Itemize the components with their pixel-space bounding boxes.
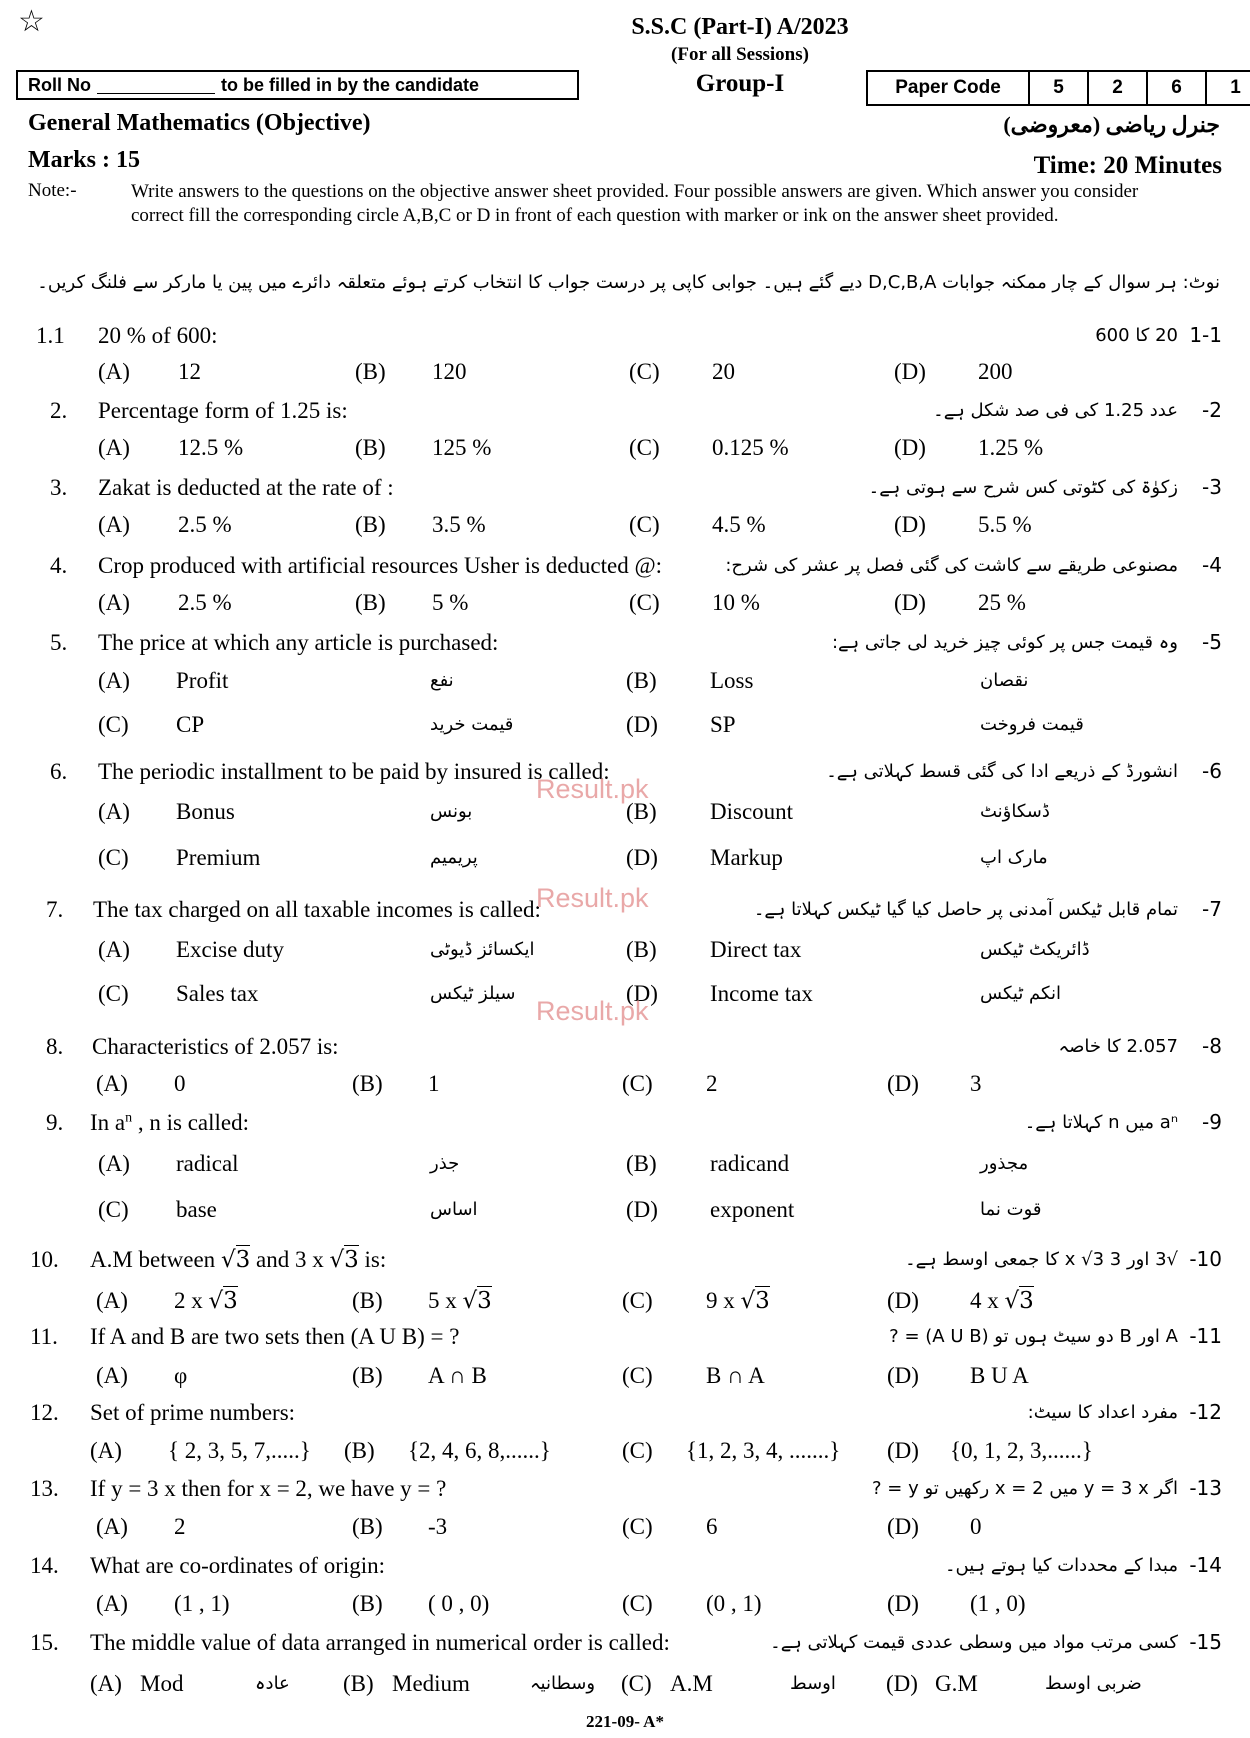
option-text[interactable]: Loss (710, 668, 754, 693)
question-text: If y = 3 x then for x = 2, we have y = ? (90, 1476, 447, 1501)
option-text[interactable]: 12 (178, 359, 201, 384)
radicand-value: 3 (223, 1288, 238, 1314)
question-number: 3. (50, 475, 68, 500)
question-text: Percentage form of 1.25 is: (98, 398, 348, 423)
question-text: The middle value of data arranged in numerical order is called: (90, 1630, 670, 1655)
option-text[interactable]: {1, 2, 3, 4, .......} (686, 1438, 841, 1463)
option-letter[interactable]: (A) (90, 1438, 122, 1463)
question-text: In $a^n$ , n is called: (90, 1110, 250, 1135)
option-text[interactable]: radical (176, 1151, 239, 1176)
option-text[interactable]: 2 x √3 (174, 1288, 238, 1314)
superscript: n (125, 1110, 133, 1126)
paper-code-label: Paper Code (868, 72, 1030, 104)
note-label: Note:- (28, 180, 77, 201)
option-text[interactable]: 4 x √3 (970, 1288, 1034, 1314)
option-letter[interactable]: (B) (355, 435, 386, 460)
option-text[interactable]: 20 (712, 359, 735, 384)
question-number: 2. (50, 398, 68, 423)
radicand-value: 3 (755, 1288, 770, 1314)
question-number: 14. (30, 1553, 59, 1578)
option-urdu: ڈسکاؤنٹ (980, 801, 1050, 822)
radicand-value: 3 (1019, 1288, 1034, 1314)
option-letter[interactable]: (D) (894, 512, 926, 537)
watermark: Result.pk (536, 774, 649, 804)
question-text: Set of prime numbers: (90, 1400, 296, 1425)
option-text[interactable]: Markup (710, 845, 783, 870)
option-letter[interactable]: (B) (352, 1514, 383, 1539)
option-text[interactable]: A ∩ B (428, 1363, 487, 1388)
option-text[interactable]: 5.5 % (978, 512, 1032, 537)
option-text[interactable]: B ∩ A (706, 1363, 765, 1388)
paper-code-box (866, 70, 1250, 106)
option-letter[interactable]: (A) (98, 1151, 130, 1176)
option-letter[interactable]: (C) (622, 1438, 653, 1463)
option-urdu: مجذور (980, 1153, 1029, 1174)
option-letter[interactable]: (A) (96, 1071, 128, 1096)
option-text[interactable]: 6 (706, 1514, 718, 1539)
group-label: Group-I (695, 70, 785, 97)
option-urdu: قیمت خرید (430, 714, 514, 735)
option-letter[interactable]: (D) (887, 1363, 919, 1388)
option-text[interactable]: 2 (174, 1514, 186, 1539)
option-letter[interactable]: (B) (343, 1671, 374, 1696)
option-letter[interactable]: (D) (886, 1671, 918, 1696)
option-letter[interactable]: (B) (352, 1591, 383, 1616)
question-number-urdu: -5 (1202, 630, 1222, 654)
option-text[interactable]: exponent (710, 1197, 795, 1222)
roll-suffix: to be filled in by the candidate (221, 74, 480, 95)
option-letter[interactable]: (C) (629, 359, 660, 384)
watermark: Result.pk (536, 996, 649, 1026)
option-text[interactable]: 3.5 % (432, 512, 486, 537)
option-urdu: پریمیم (430, 847, 478, 868)
option-letter[interactable]: (A) (90, 1671, 122, 1696)
option-letter[interactable]: (A) (98, 590, 130, 615)
sqrt-expression: √3 (220, 1247, 251, 1273)
option-text[interactable]: 10 % (712, 590, 760, 615)
question-urdu: aⁿ میں n کہلاتا ہے۔ (1024, 1112, 1178, 1133)
question-number: 6. (50, 759, 68, 784)
question-number-urdu: -10 (1189, 1247, 1222, 1271)
option-text[interactable]: 1 (428, 1071, 440, 1096)
question-number-urdu: -11 (1189, 1324, 1222, 1348)
option-text[interactable]: 120 (432, 359, 467, 384)
question-text: The tax charged on all taxable incomes is called: (93, 897, 541, 922)
question-number: 10. (30, 1247, 59, 1272)
option-letter[interactable]: (C) (622, 1288, 653, 1313)
option-urdu: نفع (430, 670, 454, 691)
question-number-urdu: -2 (1202, 398, 1222, 422)
option-text[interactable]: 0 (970, 1514, 982, 1539)
option-letter[interactable]: (A) (96, 1514, 128, 1539)
option-letter[interactable]: (D) (887, 1288, 919, 1313)
question-number-urdu: 1-1 (1189, 323, 1222, 347)
option-urdu: عادہ (255, 1673, 290, 1694)
question-urdu: مصنوعی طریقے سے کاشت کی گئی فصل پر عشر کی شرح: (725, 555, 1178, 576)
question-urdu: 2.057 کا خاصہ (1058, 1036, 1178, 1057)
option-letter[interactable]: (A) (98, 799, 130, 824)
option-text[interactable]: (1 , 0) (970, 1591, 1026, 1616)
question-number-urdu: -8 (1202, 1034, 1222, 1058)
option-letter[interactable]: (B) (344, 1438, 375, 1463)
radicand-value: 3 (235, 1247, 251, 1273)
note-urdu: نوٹ: ہر سوال کے چار ممکنہ جوابات D,C,B,A دیے گئے ہیں۔ جوابی کاپی پر درست جواب کا انتخاب کرتے ہوئے متعلقہ دائرے میں پین یا مارکر سے فلنگ کریں۔ (37, 272, 1220, 293)
option-urdu: نقصان (980, 670, 1029, 691)
question-urdu: تمام قابل ٹیکس آمدنی پر حاصل کیا گیا ٹیکس کہلاتا ہے۔ (753, 899, 1178, 920)
option-letter[interactable]: (A) (96, 1591, 128, 1616)
option-urdu: اساس (430, 1199, 478, 1220)
subject-title: General Mathematics (Objective) (28, 110, 371, 136)
option-letter[interactable]: (A) (96, 1363, 128, 1388)
question-number-urdu: -4 (1202, 553, 1222, 577)
question-urdu: A اور B دو سیٹ ہوں تو (A U B) = ? (889, 1326, 1178, 1347)
question-number-urdu: -13 (1189, 1476, 1222, 1500)
option-text[interactable]: { 2, 3, 5, 7,.....} (168, 1438, 311, 1463)
option-letter[interactable]: (D) (887, 1514, 919, 1539)
option-text[interactable]: Excise duty (176, 937, 284, 962)
option-letter[interactable]: (D) (626, 845, 658, 870)
option-text[interactable]: {2, 4, 6, 8,......} (408, 1438, 551, 1463)
paper-code-digit: 2 (1089, 72, 1148, 104)
option-letter[interactable]: (C) (98, 712, 129, 737)
option-urdu: اوسط (790, 1673, 836, 1694)
option-text[interactable]: radicand (710, 1151, 790, 1176)
option-letter[interactable]: (D) (894, 590, 926, 615)
paper-code-digit: 1 (1230, 77, 1241, 98)
question-number: 1.1 (36, 323, 65, 348)
option-text[interactable]: 2.5 % (178, 590, 232, 615)
sqrt-expression: √3 (462, 1288, 492, 1314)
question-text: The periodic installment to be paid by insured is called: (98, 759, 610, 784)
sqrt-expression: √3 (1004, 1288, 1034, 1314)
option-letter[interactable]: (B) (355, 359, 386, 384)
option-letter[interactable]: (D) (626, 981, 658, 1006)
radicand-value: 3 (477, 1288, 492, 1314)
option-letter[interactable]: (C) (98, 845, 129, 870)
option-text[interactable]: 5 % (432, 590, 469, 615)
option-letter[interactable]: (D) (626, 1197, 658, 1222)
option-text[interactable]: CP (176, 712, 205, 737)
question-number: 5. (50, 630, 68, 655)
option-text[interactable]: 125 % (432, 435, 492, 460)
question-urdu: وہ قیمت جس پر کوئی چیز خرید لی جاتی ہے: (831, 632, 1178, 653)
question-text: What are co-ordinates of origin: (90, 1553, 386, 1578)
option-letter[interactable]: (B) (352, 1363, 383, 1388)
option-text[interactable]: (0 , 1) (706, 1591, 762, 1616)
option-urdu: انکم ٹیکس (980, 983, 1061, 1004)
option-text[interactable]: Income tax (710, 981, 813, 1006)
paper-code-digit: 5 (1030, 72, 1089, 104)
question-text: Crop produced with artificial resources Usher is deducted @: (98, 553, 663, 578)
option-text[interactable]: Profit (176, 668, 229, 693)
option-letter[interactable]: (B) (352, 1288, 383, 1313)
option-urdu: قیمت فروخت (980, 714, 1084, 735)
option-letter[interactable]: (B) (626, 668, 657, 693)
question-text: If A and B are two sets then (A U B) = ? (90, 1324, 460, 1349)
option-letter[interactable]: (C) (622, 1071, 653, 1096)
sqrt-expression: √3 (740, 1288, 770, 1314)
roll-blank[interactable] (97, 77, 215, 94)
roll-label: Roll No (28, 74, 91, 95)
option-letter[interactable]: (A) (98, 512, 130, 537)
question-urdu: √3 اور 3 x √3 کا جمعی اوسط ہے۔ (905, 1249, 1178, 1270)
footer-code: 221-09- A* (586, 1712, 664, 1731)
option-text[interactable]: Direct tax (710, 937, 802, 962)
option-text[interactable]: 25 % (978, 590, 1026, 615)
option-letter[interactable]: (B) (355, 512, 386, 537)
question-number: 15. (30, 1630, 59, 1655)
option-letter[interactable]: (C) (629, 512, 660, 537)
option-letter[interactable]: (C) (98, 981, 129, 1006)
question-urdu: عدد 1.25 کی فی صد شکل ہے۔ (933, 400, 1178, 421)
option-letter[interactable]: (B) (626, 799, 657, 824)
option-text[interactable]: 2 (706, 1071, 718, 1096)
option-letter[interactable]: (C) (622, 1514, 653, 1539)
option-text[interactable]: 1.25 % (978, 435, 1044, 460)
option-letter[interactable]: (D) (894, 435, 926, 460)
option-letter[interactable]: (D) (626, 712, 658, 737)
question-urdu: کسی مرتب مواد میں وسطی عددی قیمت کہلاتی ہے۔ (770, 1632, 1178, 1653)
option-letter[interactable]: (D) (887, 1071, 919, 1096)
question-text: A.M between √3 and 3 x √3 is: (90, 1247, 387, 1273)
option-letter[interactable]: (A) (98, 937, 130, 962)
option-letter[interactable]: (C) (621, 1671, 652, 1696)
option-urdu: بونس (430, 801, 473, 822)
option-urdu: وسطانیہ (530, 1673, 596, 1694)
option-text[interactable]: φ (174, 1363, 188, 1388)
question-number: 12. (30, 1400, 59, 1425)
question-number-urdu: -15 (1189, 1630, 1222, 1654)
option-text[interactable]: Discount (710, 799, 794, 824)
question-number: 4. (50, 553, 68, 578)
option-letter[interactable]: (A) (98, 435, 130, 460)
watermark: Result.pk (536, 883, 649, 913)
option-letter[interactable]: (A) (96, 1288, 128, 1313)
paper-code-digit: 6 (1148, 72, 1207, 104)
question-urdu: مبدا کے محددات کیا ہوتے ہیں۔ (944, 1555, 1178, 1576)
option-text[interactable]: Premium (176, 845, 261, 870)
question-urdu: اگر y = 3 x میں x = 2 رکھیں تو y = ? (871, 1478, 1178, 1499)
question-text: Zakat is deducted at the rate of : (98, 475, 394, 500)
roll-number-box[interactable] (16, 70, 579, 100)
question-text: Characteristics of 2.057 is: (92, 1034, 339, 1059)
option-text[interactable]: ( 0 , 0) (428, 1591, 490, 1616)
option-text[interactable]: Medium (392, 1671, 470, 1696)
option-text[interactable]: {0, 1, 2, 3,......} (950, 1438, 1093, 1463)
option-text[interactable]: G.M (935, 1671, 978, 1696)
option-letter[interactable]: (B) (626, 1151, 657, 1176)
option-text[interactable]: 9 x √3 (706, 1288, 770, 1314)
exam-title: S.S.C (Part-I) A/2023 (631, 14, 849, 40)
question-urdu: انشورڈ کے ذریعے ادا کی گئی قسط کہلاتی ہے۔ (826, 761, 1178, 782)
subject-title-urdu: جنرل ریاضی (معروضی) (1003, 112, 1220, 137)
question-urdu: 20 کا 600 (1095, 325, 1178, 346)
question-number: 11. (30, 1324, 58, 1349)
question-text: The price at which any article is purchased: (98, 630, 499, 655)
option-urdu: ڈائریکٹ ٹیکس (980, 939, 1090, 960)
sessions-label: (For all Sessions) (671, 44, 809, 65)
question-number-urdu: -6 (1202, 759, 1222, 783)
question-number-urdu: -14 (1189, 1553, 1222, 1577)
radicand-value: 3 (344, 1247, 359, 1273)
option-urdu: ضربی اوسط (1045, 1673, 1142, 1694)
option-letter[interactable]: (C) (622, 1363, 653, 1388)
option-letter[interactable]: (D) (887, 1438, 919, 1463)
question-urdu: مفرد اعداد کا سیٹ: (1027, 1402, 1178, 1423)
option-text[interactable]: base (176, 1197, 217, 1222)
option-text[interactable]: 5 x √3 (428, 1288, 492, 1314)
option-text[interactable]: 200 (978, 359, 1013, 384)
note-text: Write answers to the questions on the objective answer sheet provided. Four possible answers are given. Which answer you consider correct fill the corresponding circle A,B,C or D in front of each question with marker or ink on the answer sheet provided. (131, 181, 1139, 226)
option-letter[interactable]: (B) (355, 590, 386, 615)
option-letter[interactable]: (D) (887, 1591, 919, 1616)
option-text[interactable]: A.M (670, 1671, 713, 1696)
option-text[interactable]: 0 (174, 1071, 186, 1096)
question-number-urdu: -3 (1202, 475, 1222, 499)
marks-label: Marks : 15 (28, 147, 140, 173)
option-letter[interactable]: (B) (626, 937, 657, 962)
option-urdu: جذر (430, 1153, 460, 1174)
option-text[interactable]: (1 , 1) (174, 1591, 230, 1616)
question-number: 13. (30, 1476, 59, 1501)
option-text[interactable]: 3 (970, 1071, 982, 1096)
option-letter[interactable]: (A) (98, 668, 130, 693)
option-urdu: مارک اپ (980, 847, 1048, 868)
question-urdu: زکوٰۃ کی کٹوتی کس شرح سے ہوتی ہے۔ (868, 477, 1178, 498)
question-number-urdu: -7 (1202, 897, 1222, 921)
option-text[interactable]: B U A (970, 1363, 1029, 1388)
time-label: Time: 20 Minutes (1033, 152, 1222, 179)
option-urdu: ایکسائز ڈیوٹی (430, 939, 535, 960)
question-text: 20 % of 600: (98, 323, 218, 348)
star-icon: ☆ (18, 4, 45, 39)
option-text[interactable]: 2.5 % (178, 512, 232, 537)
option-text[interactable]: -3 (428, 1514, 448, 1539)
option-letter[interactable]: (C) (98, 1197, 129, 1222)
sqrt-expression: √3 (208, 1288, 238, 1314)
option-text[interactable]: 4.5 % (712, 512, 766, 537)
question-number-urdu: -9 (1202, 1110, 1222, 1134)
option-letter[interactable]: (A) (98, 359, 130, 384)
option-letter[interactable]: (D) (894, 359, 926, 384)
option-text[interactable]: 12.5 % (178, 435, 244, 460)
option-letter[interactable]: (C) (622, 1591, 653, 1616)
option-text[interactable]: Bonus (176, 799, 235, 824)
option-letter[interactable]: (B) (352, 1071, 383, 1096)
question-number: 9. (46, 1110, 64, 1135)
question-number-urdu: -12 (1189, 1400, 1222, 1424)
question-number: 7. (46, 897, 64, 922)
question-number: 8. (46, 1034, 64, 1059)
option-letter[interactable]: (C) (629, 435, 660, 460)
option-urdu: سیلز ٹیکس (430, 983, 516, 1004)
sqrt-expression: √3 (329, 1247, 359, 1273)
option-text[interactable]: 0.125 % (712, 435, 789, 460)
option-letter[interactable]: (C) (629, 590, 660, 615)
option-text[interactable]: Sales tax (176, 981, 259, 1006)
option-text[interactable]: SP (710, 712, 736, 737)
option-urdu: قوت نما (980, 1199, 1042, 1220)
option-text[interactable]: Mod (140, 1671, 184, 1696)
